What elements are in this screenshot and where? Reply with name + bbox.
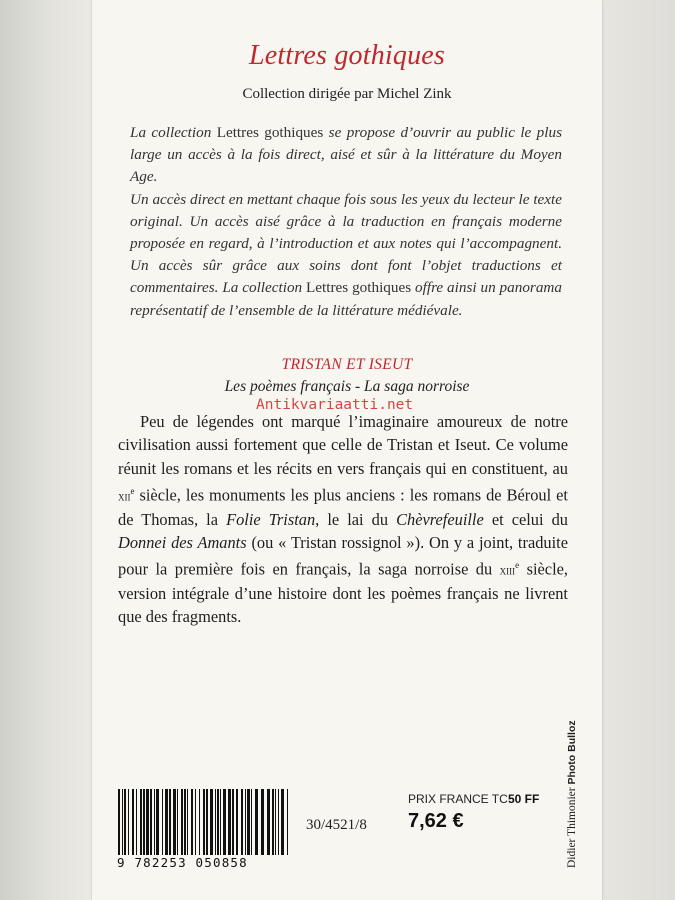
intro-text: offre ainsi un panorama représentatif de l’ensemble de la littérature médiévale.: [130, 279, 562, 319]
barcode-bar: [154, 789, 155, 855]
barcode-bar: [217, 789, 219, 855]
reference-number: 30/4521/8: [306, 817, 367, 833]
intro-series-name: Lettres gothiques: [306, 279, 412, 297]
price-label: PRIX FRANCE TC: [408, 792, 508, 806]
work-title: Chèvrefeuille: [396, 509, 484, 529]
barcode-bar: [278, 789, 279, 855]
book-description: [118, 410, 568, 629]
description-text: , le lai du: [315, 509, 397, 529]
intro-text: La collection: [130, 124, 217, 141]
description-paragraph: [118, 410, 568, 629]
barcode-bar: [255, 789, 258, 855]
description-text: Peu de légendes ont marqué l’imaginaire amoureux de notre civilisation aussi fortement que celle de Tristan et Iseut. Ce volume réunit les romans et les récits en vers français qui en constituent, au: [118, 412, 568, 478]
barcode-bar: [261, 789, 264, 855]
background-right: [602, 0, 675, 900]
barcode-bar: [136, 789, 137, 855]
barcode-bar: [236, 789, 238, 855]
description-text: siècle, version intégrale d’une histoire dont les poèmes français ne livrent que des fragments.: [118, 559, 568, 627]
background-left: [0, 0, 92, 900]
barcode-bar: [124, 789, 126, 855]
barcode: [116, 789, 292, 855]
description-text: siècle, les monuments les plus anciens : les romans de Béroul et de Thomas, la: [118, 485, 568, 529]
barcode-bar: [228, 789, 231, 855]
price-euro: 7,62 €: [408, 810, 464, 832]
barcode-bar: [162, 789, 163, 855]
description-text: et celui du: [483, 509, 568, 529]
barcode-bar: [275, 789, 276, 855]
series-title: Lettres gothiques: [248, 40, 446, 71]
barcode-bar: [156, 789, 159, 855]
intro-paragraph-2: [130, 189, 562, 322]
work-title: Donnei des Amants: [118, 532, 247, 552]
barcode-bar: [247, 789, 250, 855]
barcode-bar: [181, 789, 183, 855]
barcode-bar: [177, 789, 178, 855]
intro-paragraph-1: [130, 122, 562, 189]
century-superscript: e: [130, 485, 135, 496]
century-numeral: xii: [118, 488, 131, 504]
barcode-icon: [116, 789, 292, 855]
barcode-bar: [210, 789, 213, 855]
barcode-bar: [272, 789, 274, 855]
work-title: Folie Tristan: [226, 509, 316, 529]
barcode-bar: [245, 789, 246, 855]
barcode-bar: [143, 789, 145, 855]
barcode-bar: [132, 789, 134, 855]
barcode-bar: [215, 789, 216, 855]
credit-photo: Photo Bulloz: [566, 720, 578, 785]
barcode-bar: [195, 789, 196, 855]
barcode-bar: [169, 789, 171, 855]
photo-credit: [566, 720, 578, 868]
barcode-bar: [150, 789, 152, 855]
barcode-bar: [146, 789, 149, 855]
century-superscript: e: [515, 560, 520, 571]
price-francs: 50 FF: [508, 792, 540, 806]
barcode-bar: [184, 789, 186, 855]
series-director: Collection dirigée par Michel Zink: [242, 86, 452, 102]
intro-text: se propose d’ouvrir au public le plus large un accès à la fois direct, aisé et sûr à la littérature du Moyen Age.: [130, 124, 562, 186]
description-text: (ou « Tristan rossignol »). On y a joint, traduite pour la première fois en français, la saga norroise du: [118, 532, 568, 579]
barcode-bar: [140, 789, 142, 855]
barcode-bar: [223, 789, 226, 855]
barcode-bar: [203, 789, 205, 855]
barcode-bar: [191, 789, 193, 855]
barcode-bar: [118, 789, 120, 855]
barcode-bar: [281, 789, 284, 855]
series-intro: [130, 122, 562, 322]
barcode-bar: [251, 789, 252, 855]
barcode-bar: [232, 789, 234, 855]
intro-series-name: Lettres gothiques: [216, 124, 324, 141]
barcode-bar: [241, 789, 243, 855]
barcode-bar: [199, 789, 200, 855]
barcode-bar: [220, 789, 221, 855]
intro-text: Un accès direct en mettant chaque fois sous les yeux du lecteur le texte original. Un accès aisé grâce à la traduction en français moderne proposée en regard, à l’introduction et aux notes qui l’accompagnent. Un accès sûr grâce aux soins dont font l’objet traductions et commentaires. La collection: [130, 190, 562, 297]
barcode-bar: [187, 789, 188, 855]
book-subtitle: Les poèmes français - La saga norroise: [224, 378, 470, 395]
barcode-bar: [128, 789, 129, 855]
watermark: Antikvariaatti.net: [256, 397, 414, 413]
barcode-bar: [122, 789, 123, 855]
century-numeral: xiii: [499, 562, 516, 578]
barcode-bar: [165, 789, 168, 855]
barcode-bar: [173, 789, 176, 855]
credit-name: Didier Thimonier: [566, 787, 578, 868]
barcode-bar: [287, 789, 288, 855]
barcode-bar: [267, 789, 270, 855]
barcode-bar: [206, 789, 208, 855]
barcode-number: 9 782253 050858: [117, 855, 248, 870]
book-title: TRISTAN ET ISEUT: [281, 356, 413, 373]
